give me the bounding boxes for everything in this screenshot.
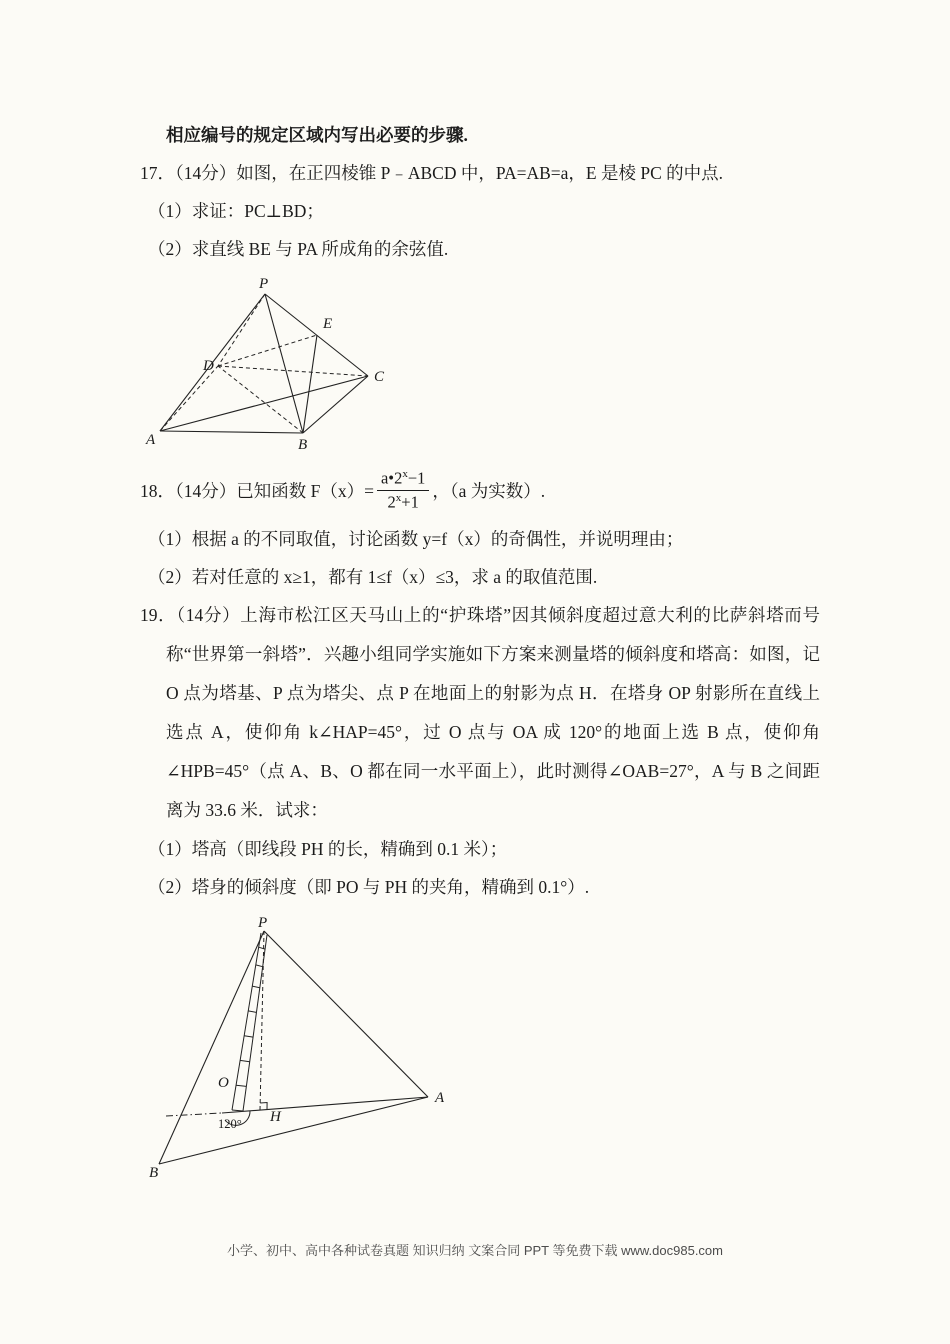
problem-18-intro: 18．（14分）已知函数 F（x）= bbox=[140, 480, 374, 501]
tower-figure bbox=[144, 916, 444, 1186]
tower-dashed-lines bbox=[166, 931, 264, 1116]
page-content bbox=[140, 116, 820, 1186]
problem-17-statement: 17．（14分）如图，在正四棱锥 P﹣ABCD 中，PA=AB=a，E 是棱 PC 的中点. bbox=[140, 163, 724, 183]
point-label-o: O bbox=[218, 1075, 229, 1091]
problem-18-outro: ，（a 为实数）. bbox=[432, 480, 546, 501]
problem-18-part-1: （1）根据 a 的不同取值，讨论函数 y=f（x）的奇偶性，并说明理由； bbox=[148, 529, 684, 549]
point-label-b: B bbox=[149, 1165, 159, 1181]
right-angle-marker bbox=[260, 1103, 267, 1110]
problem-17-part-1: （1）求证：PC⊥BD； bbox=[148, 201, 324, 221]
denominator-base: 2 bbox=[387, 492, 396, 511]
angle-label-120: 120° bbox=[218, 1117, 242, 1131]
problem-18-part-2: （2）若对任意的 x≥1，都有 1≤f（x）≤3，求 a 的取值范围. bbox=[148, 567, 598, 587]
fraction-denominator bbox=[377, 491, 429, 512]
vertex-label-c: C bbox=[374, 369, 385, 385]
footer-credit: 小学、初中、高中各种试卷真题 知识归纳 文案合同 PPT 等免费下载 www.doc985.com bbox=[227, 1243, 723, 1258]
vertex-label-d: D bbox=[203, 358, 214, 374]
pyramid-figure bbox=[140, 274, 400, 458]
problem-19-part-2: （2）塔身的倾斜度（即 PO 与 PH 的夹角，精确到 0.1°）. bbox=[148, 877, 590, 897]
numerator-exponent: x bbox=[402, 468, 408, 481]
tower-solid-lines bbox=[159, 931, 428, 1164]
numerator-rest: −1 bbox=[407, 468, 426, 488]
vertex-label-e: E bbox=[323, 316, 333, 332]
denominator-exponent: x bbox=[395, 491, 402, 504]
tower-labels bbox=[149, 916, 444, 1181]
problem-19-statement: 19．（14分）上海市松江区天马山上的“护珠塔”因其倾斜度超过意大利的比萨斜塔而号称“世界第一斜塔”．兴趣小组同学实施如下方案来测量塔的倾斜度和塔高：如图，记 O 点为塔基、P 点为塔尖、点 P 在地面上的射影为点 H．在塔身 OP 射影所在直线上选点 A，使仰角 k∠HAP=45°，过 O 点与 OA 成 120°的地面上选 B 点，使仰角∠HPB=45°（点 A、B、O 都在同一水平面上），此时测得∠OAB=27°，A 与 B 之间距离为 33.6 米．试求： bbox=[140, 605, 820, 820]
denominator-rest: +1 bbox=[401, 492, 419, 511]
point-label-h: H bbox=[270, 1109, 281, 1125]
vertex-label-a: A bbox=[146, 432, 156, 448]
point-label-a: A bbox=[435, 1090, 444, 1106]
vertex-label-p: P bbox=[259, 276, 269, 292]
instruction-heading: 相应编号的规定区域内写出必要的步骤. bbox=[166, 125, 468, 145]
problem-18-statement bbox=[140, 460, 820, 520]
problem-17-part-2: （2）求直线 BE 与 PA 所成角的余弦值. bbox=[148, 239, 449, 259]
pyramid-vertex-labels bbox=[145, 276, 385, 453]
problem-19-part-1: （1）塔高（即线段 PH 的长，精确到 0.1 米）； bbox=[148, 839, 508, 859]
point-label-p: P bbox=[258, 916, 268, 931]
fraction bbox=[377, 468, 429, 512]
numerator-base: a•2 bbox=[380, 468, 403, 488]
vertex-label-b: B bbox=[298, 437, 308, 453]
pyramid-solid-edges bbox=[160, 294, 368, 433]
fraction-numerator bbox=[377, 468, 429, 490]
pyramid-hidden-edges bbox=[160, 294, 368, 433]
